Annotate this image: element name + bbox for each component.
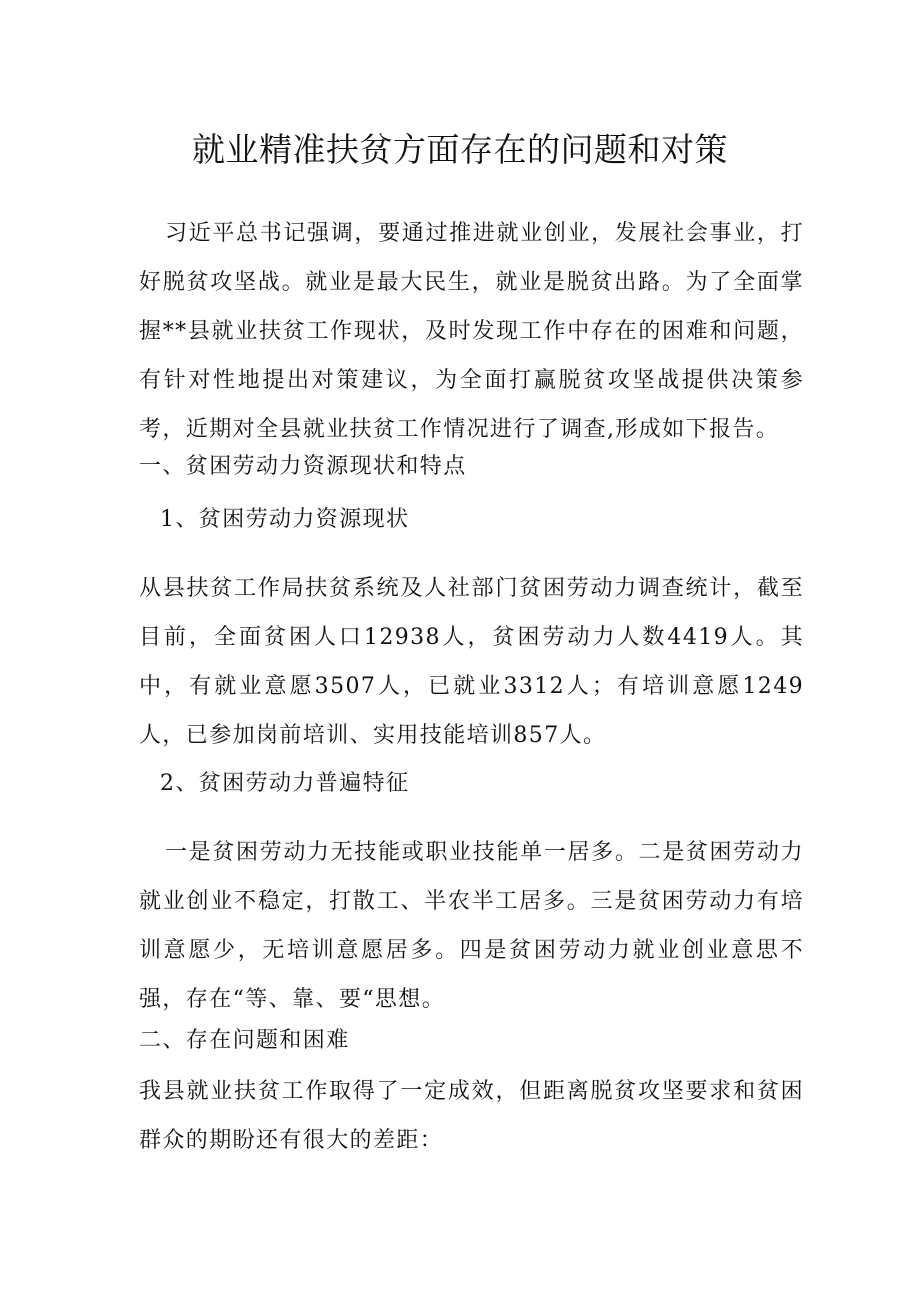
subsection-1-body: 从县扶贫工作局扶贫系统及人社部门贫困劳动力调查统计，截至目前，全面贫困人口12938人，贫困劳动力人数4419人。其中，有就业意愿3507人，已就业3312人；有培训意愿1249人，已参加岗前培训、实用技能培训857人。 [139, 576, 804, 748]
subsection-2-heading: 2、贫困劳动力普遍特征 [160, 771, 410, 796]
subsection-1-heading: 1、贫困劳动力资源现状 [160, 507, 410, 532]
section-2-body: 我县就业扶贫工作取得了一定成效，但距离脱贫攻坚要求和贫困群众的期盼还有很大的差距： [139, 1079, 804, 1153]
subsection-2-body: 一是贫困劳动力无技能或职业技能单一居多。二是贫困劳动力就业创业不稳定，打散工、半农半工居多。三是贫困劳动力有培训意愿少，无培训意愿居多。四是贫困劳动力就业创业意思不强，存在“等、靠、要“思想。 [139, 840, 804, 1012]
section-2-heading: 二、存在问题和困难 [139, 1028, 350, 1053]
document-title: 就业精准扶贫方面存在的问题和对策 [192, 130, 728, 169]
intro-paragraph: 习近平总书记强调，要通过推进就业创业，发展社会事业，打好脱贫攻坚战。就业是最大民生，就业是脱贫出路。为了全面掌握**县就业扶贫工作现状，及时发现工作中存在的困难和问题，有针对性地提出对策建议，为全面打赢脱贫攻坚战提供决策参考，近期对全县就业扶贫工作情况进行了调查,形成如下报告。 [139, 221, 804, 442]
section-1-heading: 一、贫困劳动力资源现状和特点 [139, 454, 467, 479]
